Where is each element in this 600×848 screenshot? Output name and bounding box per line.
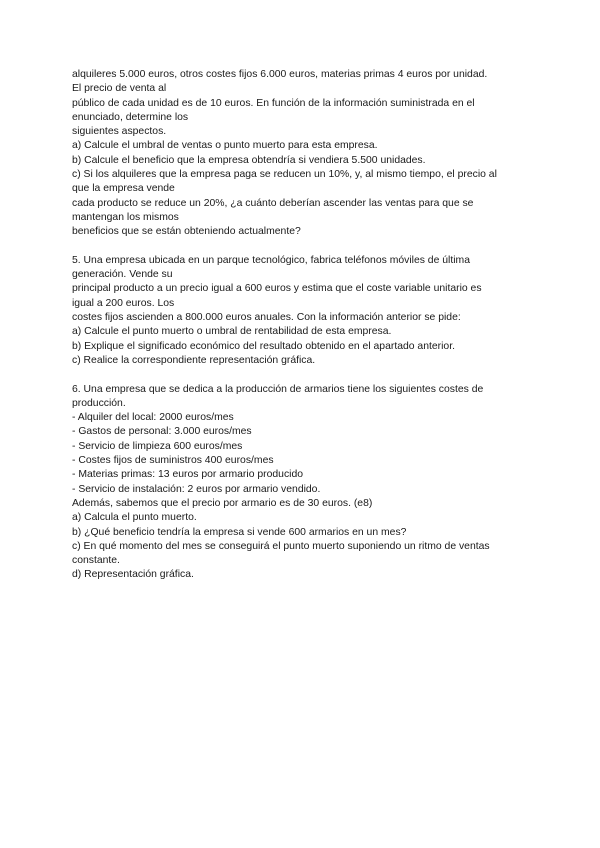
exercise-6 <box>72 383 534 583</box>
exercise-5 <box>72 254 534 368</box>
text-line: igual a 200 euros. Los <box>72 297 175 309</box>
text-line: 5. Una empresa ubicada en un parque tecnológico, fabrica teléfonos móviles de última <box>72 254 470 266</box>
text-line: alquileres 5.000 euros, otros costes fijos 6.000 euros, materias primas 4 euros por unidad. <box>72 69 488 80</box>
text-line: b) Calcule el beneficio que la empresa obtendría si vendiera 5.500 unidades. <box>72 154 426 166</box>
text-line: producción. <box>72 397 126 409</box>
text-line: - Materias primas: 13 euros por armario producido <box>72 469 303 481</box>
paragraph-gap <box>72 240 534 254</box>
text-line: cada producto se reduce un 20%, ¿a cuánto deberían ascender las ventas para que se <box>72 197 474 209</box>
text-line: mantengan los mismos <box>72 211 179 223</box>
text-line: c) Realice la correspondiente representación gráfica. <box>72 354 316 366</box>
text-line: d) Representación gráfica. <box>72 569 194 581</box>
text-line: - Gastos de personal: 3.000 euros/mes <box>72 426 252 438</box>
text-line: El precio de venta al <box>72 83 167 95</box>
text-line: - Costes fijos de suministros 400 euros/mes <box>72 455 274 467</box>
text-line: siguientes aspectos. <box>72 126 167 138</box>
text-line: a) Calcule el punto muerto o umbral de rentabilidad de esta empresa. <box>72 326 392 338</box>
exercise-4-continuation <box>72 68 534 240</box>
text-line: enunciado, determine los <box>72 111 189 123</box>
paragraph-gap <box>72 368 534 382</box>
text-line: - Servicio de limpieza 600 euros/mes <box>72 440 243 452</box>
text-line: Además, sabemos que el precio por armario es de 30 euros. (e8) <box>72 497 373 509</box>
text-line: a) Calcule el umbral de ventas o punto muerto para esta empresa. <box>72 140 378 152</box>
text-line: 6. Una empresa que se dedica a la producción de armarios tiene los siguientes costes de <box>72 383 484 395</box>
document-body <box>72 68 534 583</box>
text-line: c) Si los alquileres que la empresa paga se reducen un 10%, y, al mismo tiempo, el precio al <box>72 169 497 181</box>
text-line: - Alquiler del local: 2000 euros/mes <box>72 412 234 424</box>
text-line: b) Explique el significado económico del resultado obtenido en el apartado anterior. <box>72 340 455 352</box>
text-line: - Servicio de instalación: 2 euros por armario vendido. <box>72 483 321 495</box>
text-line: beneficios que se están obteniendo actualmente? <box>72 226 301 238</box>
text-line: costes fijos ascienden a 800.000 euros anuales. Con la información anterior se pide: <box>72 312 461 324</box>
text-line: generación. Vende su <box>72 269 173 281</box>
text-line: que la empresa vende <box>72 183 175 195</box>
text-line: público de cada unidad es de 10 euros. En función de la información suministrada en el <box>72 97 475 109</box>
text-line: constante. <box>72 555 120 567</box>
text-line: b) ¿Qué beneficio tendría la empresa si vende 600 armarios en un mes? <box>72 526 407 538</box>
text-line: principal producto a un precio igual a 600 euros y estima que el coste variable unitario es <box>72 283 482 295</box>
text-line: c) En qué momento del mes se conseguirá el punto muerto suponiendo un ritmo de ventas <box>72 540 490 552</box>
text-line: a) Calcula el punto muerto. <box>72 512 197 524</box>
